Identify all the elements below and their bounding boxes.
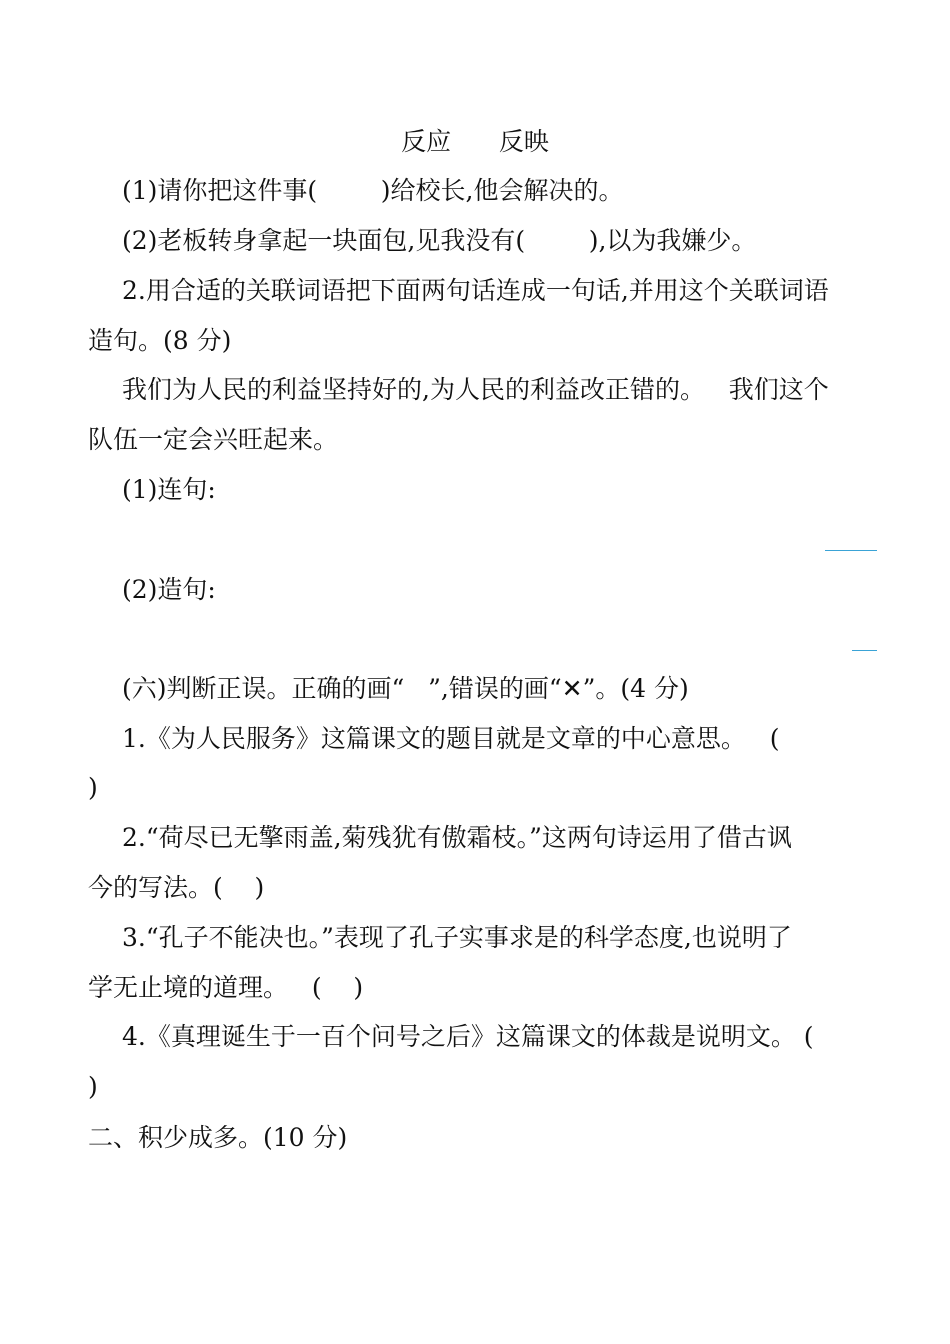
- question-2-text-line2: 队伍一定会兴旺起来。: [88, 425, 339, 454]
- question-1-1: (1)请你把这件事( )给校长,他会解决的。: [122, 176, 624, 205]
- answer-line-1: [825, 550, 877, 551]
- judgment-3-line1: 3.“孔子不能决也。”表现了孔子实事求是的科学态度,也说明了: [122, 923, 792, 952]
- judgment-2-line2: 今的写法。( ): [88, 873, 265, 902]
- word-pair-heading: 反应 反映: [401, 127, 549, 156]
- judgment-3-line2: 学无止境的道理。 ( ): [88, 973, 364, 1002]
- question-2-1-label: (1)连句:: [122, 475, 216, 504]
- judgment-4-line1: 4.《真理诞生于一百个问号之后》这篇课文的体裁是说明文。 (: [122, 1022, 814, 1051]
- section-2-title: 二、积少成多。(10 分): [88, 1123, 348, 1152]
- section-6-title: (六)判断正误。正确的画“ ”,错误的画“✕”。(4 分): [122, 674, 689, 703]
- question-2-text-line1: 我们为人民的利益坚持好的,为人民的利益改正错的。 我们这个: [122, 375, 829, 404]
- question-2-2-label: (2)造句:: [122, 575, 216, 604]
- question-1-2: (2)老板转身拿起一块面包,见我没有( ),以为我嫌少。: [122, 226, 757, 255]
- answer-line-2: [852, 650, 877, 651]
- judgment-2-line1: 2.“荷尽已无擎雨盖,菊残犹有傲霜枝。”这两句诗运用了借古讽: [122, 823, 792, 852]
- judgment-1-line1: 1.《为人民服务》这篇课文的题目就是文章的中心意思。 (: [122, 724, 780, 753]
- judgment-1-line2: ): [88, 773, 98, 802]
- question-2-prompt-line2: 造句。(8 分): [88, 326, 232, 355]
- judgment-4-line2: ): [88, 1072, 98, 1101]
- question-2-prompt-line1: 2.用合适的关联词语把下面两句话连成一句话,并用这个关联词语: [122, 276, 829, 305]
